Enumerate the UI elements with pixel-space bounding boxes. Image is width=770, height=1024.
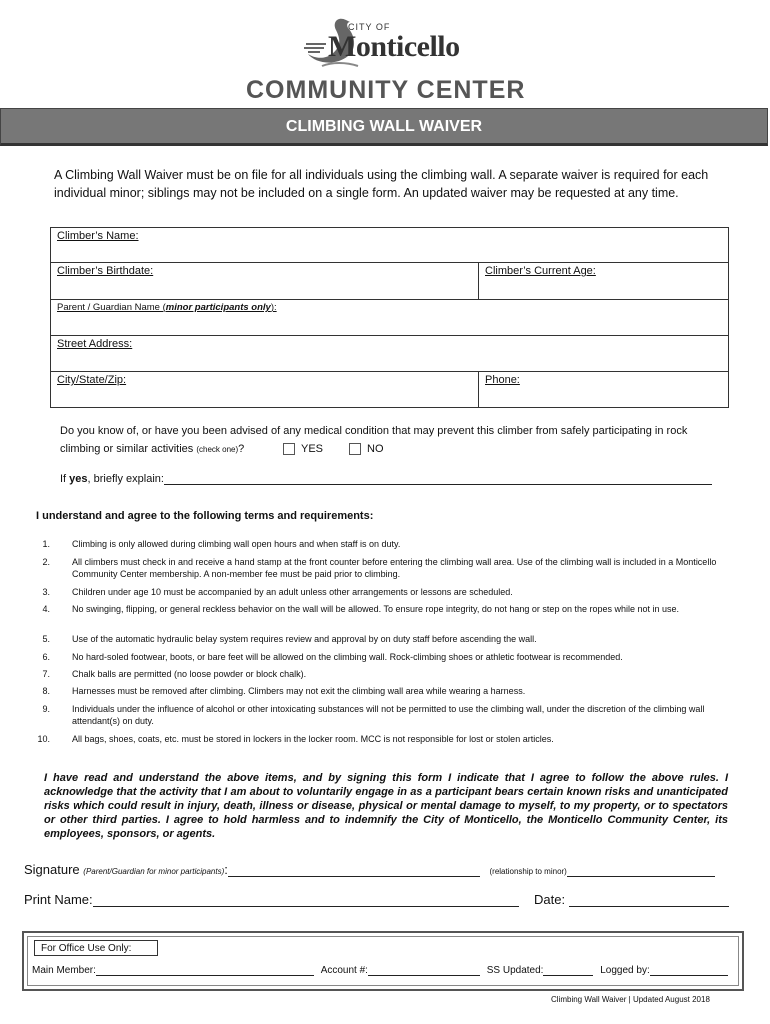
signature-label: Signature (24, 862, 80, 877)
date-label: Date: (534, 892, 566, 907)
term-number: 3. (42, 587, 50, 597)
climber-name-label: Climber’s Name: (57, 230, 139, 242)
term-number: 4. (42, 604, 50, 614)
print-name-row (24, 892, 519, 907)
no-checkbox[interactable] (349, 443, 361, 455)
term-text: Use of the automatic hydraulic belay system requires review and approval by on duty staff before ascending the wall. (72, 634, 537, 644)
explain-prefix: If (60, 473, 70, 485)
yes-checkbox[interactable] (283, 443, 295, 455)
term-text: All bags, shoes, coats, etc. must be stored in lockers in the locker room. MCC is not responsible for lost or stolen articles. (72, 734, 554, 744)
term-number: 6. (42, 652, 50, 662)
term-text: Harnesses must be removed after climbing. Climbers may not exit the climbing wall area while wearing a harness. (72, 686, 526, 696)
explain-bold: yes (69, 473, 88, 485)
relationship-label: (relationship to minor) (489, 867, 567, 876)
city-state-zip-label: City/State/Zip: (57, 374, 127, 386)
term-number: 1. (42, 539, 50, 549)
street-address-label: Street Address: (57, 338, 133, 350)
term-text: All climbers must check in and receive a hand stamp at the front counter before entering the climbing wall area. Use of the climbing wall is included in a Monticello Community Center membership. A non-member fee must be paid prior to climbing. (72, 557, 717, 579)
guardian-name-emphasis: minor participants only (165, 302, 271, 313)
city-state-zip-field[interactable] (50, 371, 479, 408)
community-center-logo (240, 14, 530, 106)
title-bar (0, 108, 768, 146)
term-number: 10. (37, 734, 50, 744)
term-number: 8. (42, 686, 50, 696)
term-text: Individuals under the influence of alcohol or other intoxicating substances will not be permitted to use the climbing wall, under the discretion of the climbing wall attendant(s) on duty. (72, 704, 705, 726)
no-option[interactable] (349, 443, 384, 455)
explain-label: , briefly explain: (87, 473, 164, 485)
climber-birthdate-field[interactable] (50, 262, 479, 300)
term-number: 5. (42, 634, 50, 644)
term-text: No hard-soled footwear, boots, or bare feet will be allowed on the climbing wall. Rock-climbing shoes or athletic footwear is recommended. (72, 652, 623, 662)
page-title: CLIMBING WALL WAIVER (285, 118, 483, 135)
intro-text: A Climbing Wall Waiver must be on file for all individuals using the climbing wall. A separate waiver is required for each individual minor; siblings may not be included on a single form. An updated waiver may be requested at any time. (54, 168, 709, 200)
account-label: Account #: (320, 965, 368, 976)
medical-question-line2 (60, 443, 244, 455)
explain-line[interactable] (164, 473, 712, 485)
climber-birthdate-label: Climber’s Birthdate: (57, 265, 154, 277)
logo-community-center: COMMUNITY CENTER (246, 76, 526, 104)
terms-heading: I understand and agree to the following terms and requirements: (36, 510, 374, 522)
climber-name-field[interactable] (50, 227, 729, 263)
date-row (534, 892, 729, 907)
ss-updated-label: SS Updated: (486, 965, 544, 976)
signature-colon: : (224, 862, 228, 877)
explain-row (60, 473, 712, 485)
logo-city-of: CITY OF (348, 22, 391, 32)
acknowledgement-text: I have read and understand the above items, and by signing this form I indicate that I agree to follow the above rules. I acknowledge that the activity that I am about to voluntarily engage in as a participant bears certain known risks and unanticipated risks which could result in injury, death, illness or disease, physical or mental damage to myself, to my property, or to spectators or other third parties. I agree to hold harmless and to indemnify the City of Monticello, the Monticello Community Center, its employees, sponsors, or agents. (44, 772, 728, 840)
main-member-line[interactable] (96, 965, 314, 976)
term-number: 9. (42, 704, 50, 714)
account-line[interactable] (368, 965, 480, 976)
date-line[interactable] (569, 892, 729, 907)
climber-age-field[interactable] (478, 262, 729, 300)
term-number: 2. (42, 557, 50, 567)
signature-note: (Parent/Guardian for minor participants) (83, 867, 225, 876)
medical-question-text: climbing or similar activities (60, 443, 194, 455)
guardian-name-prefix: Parent / Guardian Name ( (57, 302, 166, 313)
term-text: Climbing is only allowed during climbing wall open hours and when staff is on duty. (72, 539, 401, 549)
guardian-name-label (57, 302, 277, 313)
print-name-label: Print Name: (24, 892, 93, 907)
main-member-label: Main Member: (32, 965, 96, 976)
medical-question-line1: Do you know of, or have you been advised of any medical condition that may prevent this climber from safely participating in rock (60, 425, 688, 437)
phone-field[interactable] (478, 371, 729, 408)
phone-label: Phone: (485, 374, 520, 386)
signature-row (24, 862, 715, 877)
logo-name: Monticello (328, 30, 460, 63)
logged-by-label: Logged by: (600, 965, 650, 976)
ss-updated-line[interactable] (543, 965, 593, 976)
yes-option[interactable] (283, 443, 323, 455)
print-name-line[interactable] (93, 892, 519, 907)
logged-by-line[interactable] (650, 965, 728, 976)
street-address-field[interactable] (50, 335, 729, 372)
guardian-name-field[interactable] (50, 299, 729, 336)
guardian-name-suffix: ): (270, 302, 277, 313)
term-number: 7. (42, 669, 50, 679)
relationship-line[interactable] (567, 864, 715, 877)
no-label: NO (367, 443, 384, 455)
yes-label: YES (301, 443, 324, 455)
office-use-box (22, 931, 744, 991)
term-text: Chalk balls are permitted (no loose powder or block chalk). (72, 669, 307, 679)
footer-text: Climbing Wall Waiver | Updated August 2018 (551, 995, 710, 1004)
office-use-label: For Office Use Only: (34, 940, 158, 956)
question-mark: ? (238, 443, 245, 455)
signature-line[interactable] (228, 864, 480, 877)
climber-age-label: Climber’s Current Age: (485, 265, 596, 277)
term-text: No swinging, flipping, or general reckless behavior on the wall will be allowed. To ensure rope integrity, do not hang or step on the ropes while not in use. (72, 604, 680, 614)
check-one-note: (check one) (196, 445, 239, 454)
office-use-fields (32, 965, 728, 976)
term-text: Children under age 10 must be accompanied by an adult unless other arrangements or lessons are scheduled. (72, 587, 513, 597)
